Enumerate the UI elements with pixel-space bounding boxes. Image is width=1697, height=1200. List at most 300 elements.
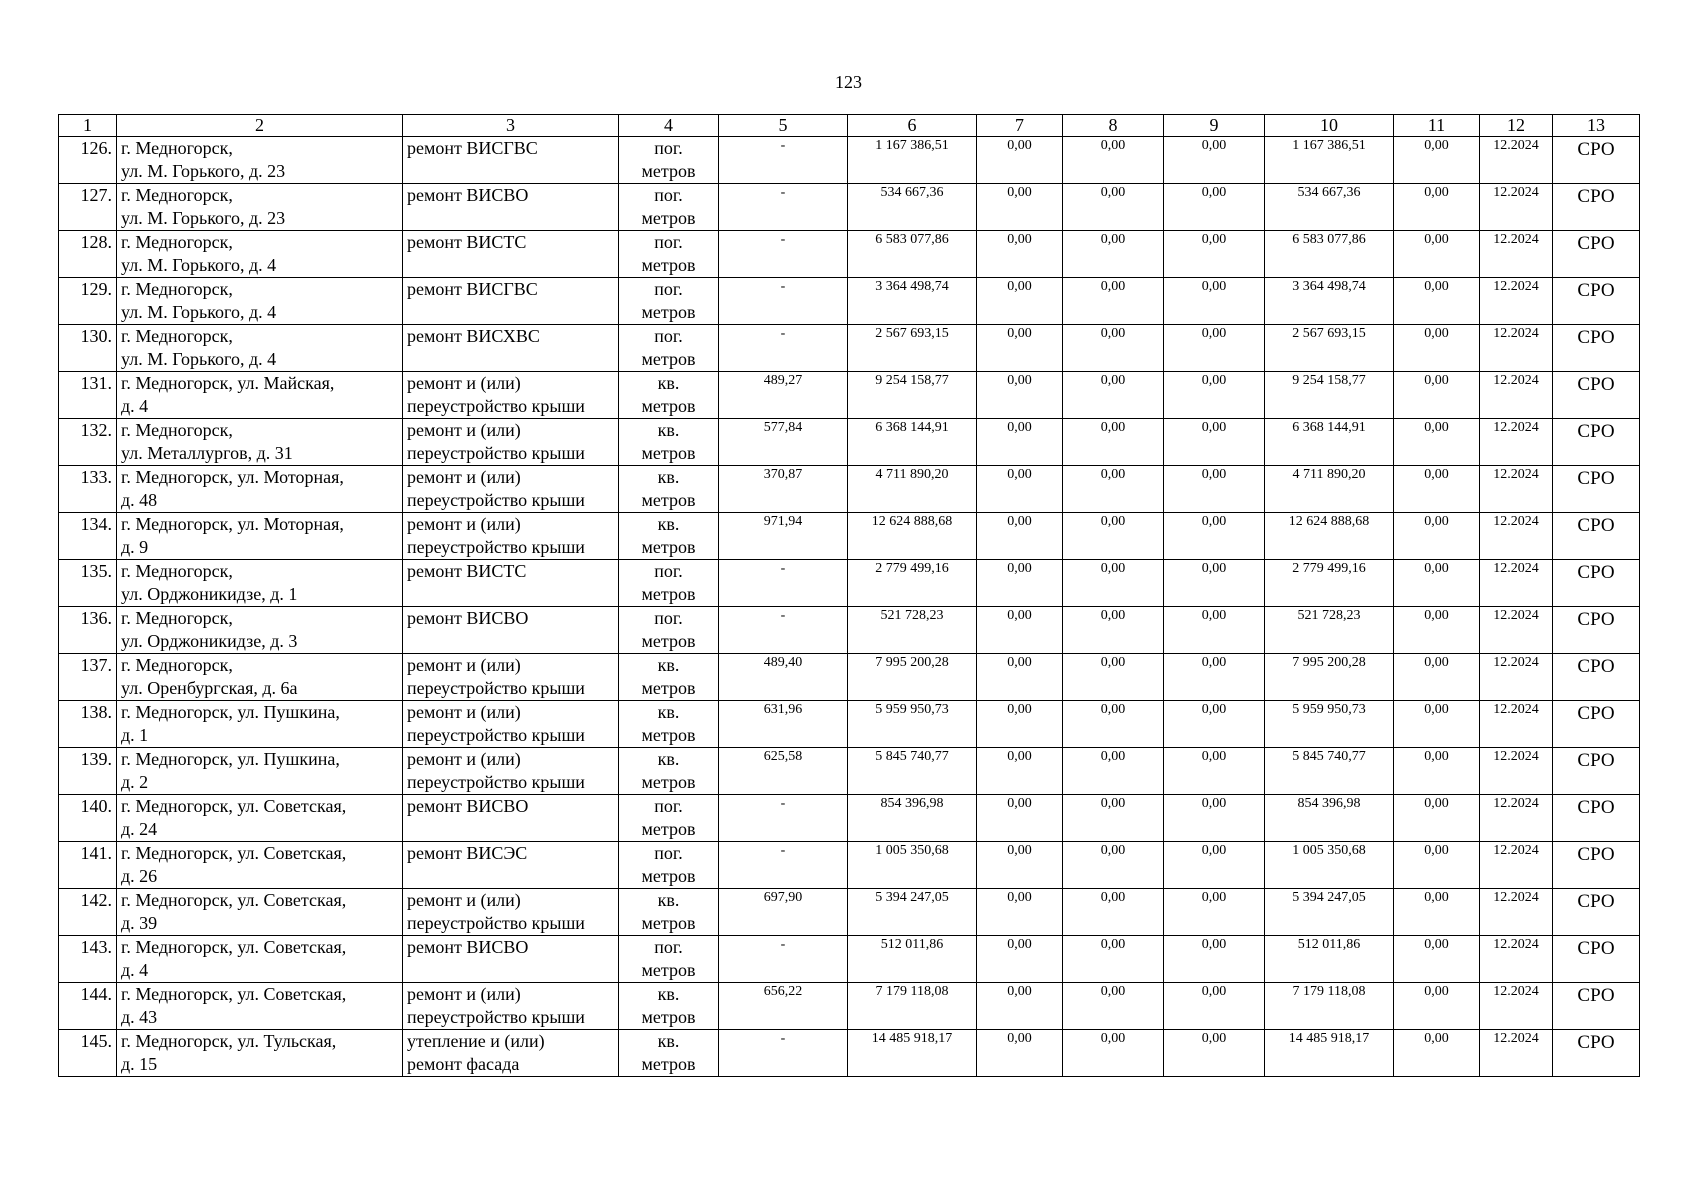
column-header: 5 bbox=[719, 115, 848, 137]
col7-cell: 0,00 bbox=[977, 419, 1063, 466]
work-type-line-2: переустройство крыши bbox=[407, 537, 585, 557]
unit-cell bbox=[619, 231, 719, 278]
address-cell bbox=[117, 983, 403, 1030]
address-cell bbox=[117, 419, 403, 466]
row-number: 127. bbox=[59, 184, 117, 231]
work-type-cell bbox=[403, 372, 619, 419]
address-cell bbox=[117, 748, 403, 795]
volume-cell: - bbox=[719, 278, 848, 325]
col7-cell: 0,00 bbox=[977, 842, 1063, 889]
unit-cell bbox=[619, 607, 719, 654]
address-line-2: ул. М. Горького, д. 23 bbox=[121, 161, 286, 181]
col7-cell: 0,00 bbox=[977, 372, 1063, 419]
address-cell bbox=[117, 795, 403, 842]
total-cost-cell: 2 779 499,16 bbox=[848, 560, 977, 607]
row-number: 142. bbox=[59, 889, 117, 936]
method-cell: СРО bbox=[1553, 372, 1640, 419]
row-number: 141. bbox=[59, 842, 117, 889]
col9-cell: 0,00 bbox=[1164, 560, 1265, 607]
unit-cell bbox=[619, 278, 719, 325]
address-line-2: д. 2 bbox=[121, 772, 149, 792]
address-line-2: ул. Орджоникидзе, д. 1 bbox=[121, 584, 298, 604]
table-row bbox=[59, 983, 1640, 1030]
unit-line-2: метров bbox=[641, 396, 696, 416]
total-cost-cell: 3 364 498,74 bbox=[848, 278, 977, 325]
total-cost-cell: 12 624 888,68 bbox=[848, 513, 977, 560]
row-number: 128. bbox=[59, 231, 117, 278]
work-type-line-1: ремонт и (или) bbox=[407, 373, 521, 393]
work-type-cell bbox=[403, 560, 619, 607]
work-type-line-2: переустройство крыши bbox=[407, 913, 585, 933]
volume-cell: 370,87 bbox=[719, 466, 848, 513]
col10-cell: 512 011,86 bbox=[1265, 936, 1394, 983]
row-number: 138. bbox=[59, 701, 117, 748]
unit-line-2: метров bbox=[641, 631, 696, 651]
col9-cell: 0,00 bbox=[1164, 137, 1265, 184]
row-number: 132. bbox=[59, 419, 117, 466]
column-header: 7 bbox=[977, 115, 1063, 137]
work-type-line-1: ремонт ВИСВО bbox=[407, 185, 529, 205]
col9-cell: 0,00 bbox=[1164, 748, 1265, 795]
period-cell: 12.2024 bbox=[1480, 466, 1553, 513]
col8-cell: 0,00 bbox=[1063, 372, 1164, 419]
col8-cell: 0,00 bbox=[1063, 1030, 1164, 1077]
address-cell bbox=[117, 607, 403, 654]
address-line-2: д. 26 bbox=[121, 866, 158, 886]
unit-cell bbox=[619, 513, 719, 560]
volume-cell: 631,96 bbox=[719, 701, 848, 748]
table-row bbox=[59, 936, 1640, 983]
address-line-2: д. 24 bbox=[121, 819, 158, 839]
col8-cell: 0,00 bbox=[1063, 607, 1164, 654]
col7-cell: 0,00 bbox=[977, 1030, 1063, 1077]
col8-cell: 0,00 bbox=[1063, 936, 1164, 983]
method-cell: СРО bbox=[1553, 795, 1640, 842]
col11-cell: 0,00 bbox=[1394, 419, 1480, 466]
period-cell: 12.2024 bbox=[1480, 137, 1553, 184]
work-type-line-2: переустройство крыши bbox=[407, 678, 585, 698]
unit-cell bbox=[619, 184, 719, 231]
unit-line-1: пог. bbox=[654, 561, 683, 581]
unit-cell bbox=[619, 325, 719, 372]
address-line-2: ул. М. Горького, д. 4 bbox=[121, 255, 277, 275]
column-header: 1 bbox=[59, 115, 117, 137]
volume-cell: - bbox=[719, 184, 848, 231]
method-cell: СРО bbox=[1553, 419, 1640, 466]
period-cell: 12.2024 bbox=[1480, 983, 1553, 1030]
unit-cell bbox=[619, 842, 719, 889]
work-type-line-1: ремонт и (или) bbox=[407, 702, 521, 722]
row-number: 136. bbox=[59, 607, 117, 654]
address-line-2: д. 39 bbox=[121, 913, 158, 933]
column-header: 6 bbox=[848, 115, 977, 137]
table-row bbox=[59, 889, 1640, 936]
col10-cell: 2 567 693,15 bbox=[1265, 325, 1394, 372]
address-line-1: г. Медногорск, bbox=[121, 420, 233, 440]
unit-line-2: метров bbox=[641, 725, 696, 745]
address-cell bbox=[117, 325, 403, 372]
total-cost-cell: 534 667,36 bbox=[848, 184, 977, 231]
unit-cell bbox=[619, 560, 719, 607]
work-type-cell bbox=[403, 419, 619, 466]
col10-cell: 521 728,23 bbox=[1265, 607, 1394, 654]
address-cell bbox=[117, 278, 403, 325]
col11-cell: 0,00 bbox=[1394, 701, 1480, 748]
col7-cell: 0,00 bbox=[977, 936, 1063, 983]
work-type-line-2: переустройство крыши bbox=[407, 772, 585, 792]
address-line-2: ул. М. Горького, д. 23 bbox=[121, 208, 286, 228]
col10-cell: 6 583 077,86 bbox=[1265, 231, 1394, 278]
total-cost-cell: 7 179 118,08 bbox=[848, 983, 977, 1030]
unit-line-2: метров bbox=[641, 960, 696, 980]
volume-cell: - bbox=[719, 325, 848, 372]
table-row bbox=[59, 513, 1640, 560]
work-type-line-1: ремонт ВИСВО bbox=[407, 937, 529, 957]
col11-cell: 0,00 bbox=[1394, 184, 1480, 231]
col9-cell: 0,00 bbox=[1164, 278, 1265, 325]
col11-cell: 0,00 bbox=[1394, 325, 1480, 372]
col10-cell: 5 845 740,77 bbox=[1265, 748, 1394, 795]
table-row bbox=[59, 278, 1640, 325]
col11-cell: 0,00 bbox=[1394, 466, 1480, 513]
work-type-line-2: переустройство крыши bbox=[407, 725, 585, 745]
method-cell: СРО bbox=[1553, 278, 1640, 325]
table-row bbox=[59, 701, 1640, 748]
method-cell: СРО bbox=[1553, 936, 1640, 983]
address-line-1: г. Медногорск, bbox=[121, 655, 233, 675]
method-cell: СРО bbox=[1553, 654, 1640, 701]
col7-cell: 0,00 bbox=[977, 795, 1063, 842]
address-cell bbox=[117, 137, 403, 184]
address-line-1: г. Медногорск, ул. Моторная, bbox=[121, 467, 344, 487]
col9-cell: 0,00 bbox=[1164, 1030, 1265, 1077]
unit-line-1: кв. bbox=[657, 467, 680, 487]
address-line-2: д. 4 bbox=[121, 396, 149, 416]
col11-cell: 0,00 bbox=[1394, 983, 1480, 1030]
work-type-cell bbox=[403, 889, 619, 936]
work-type-cell bbox=[403, 325, 619, 372]
table-row bbox=[59, 231, 1640, 278]
period-cell: 12.2024 bbox=[1480, 419, 1553, 466]
volume-cell: - bbox=[719, 936, 848, 983]
volume-cell: - bbox=[719, 231, 848, 278]
unit-line-2: метров bbox=[641, 866, 696, 886]
col7-cell: 0,00 bbox=[977, 184, 1063, 231]
column-number-row bbox=[59, 115, 1640, 137]
unit-line-2: метров bbox=[641, 772, 696, 792]
table-row bbox=[59, 795, 1640, 842]
col11-cell: 0,00 bbox=[1394, 372, 1480, 419]
address-line-2: д. 48 bbox=[121, 490, 158, 510]
unit-line-2: метров bbox=[641, 255, 696, 275]
col10-cell: 7 179 118,08 bbox=[1265, 983, 1394, 1030]
col10-cell: 3 364 498,74 bbox=[1265, 278, 1394, 325]
address-line-2: д. 43 bbox=[121, 1007, 158, 1027]
work-type-line-1: ремонт и (или) bbox=[407, 420, 521, 440]
table-row bbox=[59, 184, 1640, 231]
unit-line-1: пог. bbox=[654, 279, 683, 299]
total-cost-cell: 6 368 144,91 bbox=[848, 419, 977, 466]
period-cell: 12.2024 bbox=[1480, 1030, 1553, 1077]
period-cell: 12.2024 bbox=[1480, 889, 1553, 936]
row-number: 140. bbox=[59, 795, 117, 842]
unit-line-1: кв. bbox=[657, 890, 680, 910]
col9-cell: 0,00 bbox=[1164, 983, 1265, 1030]
period-cell: 12.2024 bbox=[1480, 607, 1553, 654]
total-cost-cell: 1 167 386,51 bbox=[848, 137, 977, 184]
unit-cell bbox=[619, 372, 719, 419]
unit-cell bbox=[619, 137, 719, 184]
work-type-line-2: переустройство крыши bbox=[407, 396, 585, 416]
work-type-line-1: ремонт и (или) bbox=[407, 514, 521, 534]
col8-cell: 0,00 bbox=[1063, 513, 1164, 560]
total-cost-cell: 4 711 890,20 bbox=[848, 466, 977, 513]
col8-cell: 0,00 bbox=[1063, 983, 1164, 1030]
unit-line-2: метров bbox=[641, 537, 696, 557]
col10-cell: 1 167 386,51 bbox=[1265, 137, 1394, 184]
unit-line-1: пог. bbox=[654, 185, 683, 205]
work-type-cell bbox=[403, 936, 619, 983]
col8-cell: 0,00 bbox=[1063, 654, 1164, 701]
table-row bbox=[59, 1030, 1640, 1077]
row-number: 131. bbox=[59, 372, 117, 419]
volume-cell: 489,27 bbox=[719, 372, 848, 419]
work-type-cell bbox=[403, 231, 619, 278]
col10-cell: 4 711 890,20 bbox=[1265, 466, 1394, 513]
period-cell: 12.2024 bbox=[1480, 701, 1553, 748]
col7-cell: 0,00 bbox=[977, 513, 1063, 560]
table-row bbox=[59, 748, 1640, 795]
unit-line-2: метров bbox=[641, 1007, 696, 1027]
work-type-cell bbox=[403, 278, 619, 325]
unit-line-2: метров bbox=[641, 584, 696, 604]
address-cell bbox=[117, 1030, 403, 1077]
col11-cell: 0,00 bbox=[1394, 748, 1480, 795]
col8-cell: 0,00 bbox=[1063, 701, 1164, 748]
col10-cell: 7 995 200,28 bbox=[1265, 654, 1394, 701]
column-header: 3 bbox=[403, 115, 619, 137]
col11-cell: 0,00 bbox=[1394, 231, 1480, 278]
col8-cell: 0,00 bbox=[1063, 278, 1164, 325]
period-cell: 12.2024 bbox=[1480, 184, 1553, 231]
table-row bbox=[59, 560, 1640, 607]
table-row bbox=[59, 325, 1640, 372]
table-row bbox=[59, 607, 1640, 654]
col8-cell: 0,00 bbox=[1063, 325, 1164, 372]
method-cell: СРО bbox=[1553, 325, 1640, 372]
address-line-2: д. 15 bbox=[121, 1054, 158, 1074]
method-cell: СРО bbox=[1553, 231, 1640, 278]
address-line-1: г. Медногорск, bbox=[121, 326, 233, 346]
work-type-cell bbox=[403, 842, 619, 889]
unit-cell bbox=[619, 1030, 719, 1077]
address-line-1: г. Медногорск, bbox=[121, 232, 233, 252]
col11-cell: 0,00 bbox=[1394, 654, 1480, 701]
row-number: 134. bbox=[59, 513, 117, 560]
total-cost-cell: 521 728,23 bbox=[848, 607, 977, 654]
period-cell: 12.2024 bbox=[1480, 748, 1553, 795]
col10-cell: 9 254 158,77 bbox=[1265, 372, 1394, 419]
unit-line-2: метров bbox=[641, 1054, 696, 1074]
col11-cell: 0,00 bbox=[1394, 795, 1480, 842]
column-header: 4 bbox=[619, 115, 719, 137]
unit-cell bbox=[619, 889, 719, 936]
work-type-line-2: переустройство крыши bbox=[407, 443, 585, 463]
work-type-line-2: переустройство крыши bbox=[407, 1007, 585, 1027]
column-header: 12 bbox=[1480, 115, 1553, 137]
col7-cell: 0,00 bbox=[977, 560, 1063, 607]
address-line-2: ул. Оренбургская, д. 6а bbox=[121, 678, 298, 698]
total-cost-cell: 1 005 350,68 bbox=[848, 842, 977, 889]
unit-line-1: кв. bbox=[657, 702, 680, 722]
address-cell bbox=[117, 560, 403, 607]
work-type-line-1: ремонт ВИСГВС bbox=[407, 279, 538, 299]
work-type-cell bbox=[403, 795, 619, 842]
col8-cell: 0,00 bbox=[1063, 889, 1164, 936]
unit-line-1: кв. bbox=[657, 655, 680, 675]
col9-cell: 0,00 bbox=[1164, 466, 1265, 513]
address-cell bbox=[117, 654, 403, 701]
work-type-line-1: ремонт и (или) bbox=[407, 890, 521, 910]
work-type-line-2: ремонт фасада bbox=[407, 1054, 520, 1074]
col11-cell: 0,00 bbox=[1394, 842, 1480, 889]
col9-cell: 0,00 bbox=[1164, 607, 1265, 654]
col8-cell: 0,00 bbox=[1063, 748, 1164, 795]
row-number: 139. bbox=[59, 748, 117, 795]
total-cost-cell: 5 845 740,77 bbox=[848, 748, 977, 795]
col8-cell: 0,00 bbox=[1063, 231, 1164, 278]
unit-cell bbox=[619, 795, 719, 842]
period-cell: 12.2024 bbox=[1480, 372, 1553, 419]
col10-cell: 14 485 918,17 bbox=[1265, 1030, 1394, 1077]
volume-cell: - bbox=[719, 795, 848, 842]
row-number: 145. bbox=[59, 1030, 117, 1077]
work-type-cell bbox=[403, 748, 619, 795]
work-type-line-1: утепление и (или) bbox=[407, 1031, 545, 1051]
col8-cell: 0,00 bbox=[1063, 560, 1164, 607]
unit-cell bbox=[619, 466, 719, 513]
col10-cell: 6 368 144,91 bbox=[1265, 419, 1394, 466]
address-line-2: ул. Металлургов, д. 31 bbox=[121, 443, 293, 463]
volume-cell: - bbox=[719, 137, 848, 184]
address-line-1: г. Медногорск, ул. Советская, bbox=[121, 843, 347, 863]
method-cell: СРО bbox=[1553, 466, 1640, 513]
work-type-line-1: ремонт ВИСТС bbox=[407, 232, 527, 252]
unit-line-1: пог. bbox=[654, 843, 683, 863]
table-row bbox=[59, 419, 1640, 466]
method-cell: СРО bbox=[1553, 184, 1640, 231]
work-type-cell bbox=[403, 513, 619, 560]
col7-cell: 0,00 bbox=[977, 654, 1063, 701]
address-cell bbox=[117, 842, 403, 889]
work-type-line-1: ремонт и (или) bbox=[407, 467, 521, 487]
period-cell: 12.2024 bbox=[1480, 936, 1553, 983]
period-cell: 12.2024 bbox=[1480, 325, 1553, 372]
work-type-line-2: переустройство крыши bbox=[407, 490, 585, 510]
row-number: 144. bbox=[59, 983, 117, 1030]
work-type-cell bbox=[403, 466, 619, 513]
unit-line-1: пог. bbox=[654, 796, 683, 816]
work-type-line-1: ремонт ВИСТС bbox=[407, 561, 527, 581]
page-number: 123 bbox=[835, 72, 862, 92]
row-number: 137. bbox=[59, 654, 117, 701]
unit-line-1: кв. bbox=[657, 984, 680, 1004]
column-header: 11 bbox=[1394, 115, 1480, 137]
column-header: 9 bbox=[1164, 115, 1265, 137]
method-cell: СРО bbox=[1553, 983, 1640, 1030]
table-row bbox=[59, 466, 1640, 513]
address-line-1: г. Медногорск, ул. Пушкина, bbox=[121, 749, 340, 769]
col10-cell: 5 394 247,05 bbox=[1265, 889, 1394, 936]
address-line-1: г. Медногорск, ул. Советская, bbox=[121, 937, 347, 957]
row-number: 133. bbox=[59, 466, 117, 513]
work-type-line-1: ремонт ВИСГВС bbox=[407, 138, 538, 158]
total-cost-cell: 2 567 693,15 bbox=[848, 325, 977, 372]
unit-line-1: кв. bbox=[657, 749, 680, 769]
column-header: 8 bbox=[1063, 115, 1164, 137]
col7-cell: 0,00 bbox=[977, 748, 1063, 795]
col9-cell: 0,00 bbox=[1164, 795, 1265, 842]
col9-cell: 0,00 bbox=[1164, 701, 1265, 748]
volume-cell: 489,40 bbox=[719, 654, 848, 701]
col9-cell: 0,00 bbox=[1164, 889, 1265, 936]
unit-line-2: метров bbox=[641, 443, 696, 463]
address-line-1: г. Медногорск, bbox=[121, 185, 233, 205]
volume-cell: - bbox=[719, 842, 848, 889]
unit-line-2: метров bbox=[641, 302, 696, 322]
col9-cell: 0,00 bbox=[1164, 419, 1265, 466]
unit-line-2: метров bbox=[641, 208, 696, 228]
address-line-1: г. Медногорск, ул. Моторная, bbox=[121, 514, 344, 534]
address-line-1: г. Медногорск, bbox=[121, 138, 233, 158]
col11-cell: 0,00 bbox=[1394, 513, 1480, 560]
unit-cell bbox=[619, 936, 719, 983]
col8-cell: 0,00 bbox=[1063, 795, 1164, 842]
address-line-1: г. Медногорск, ул. Советская, bbox=[121, 984, 347, 1004]
work-type-line-1: ремонт ВИСВО bbox=[407, 796, 529, 816]
method-cell: СРО bbox=[1553, 137, 1640, 184]
volume-cell: - bbox=[719, 1030, 848, 1077]
work-type-line-1: ремонт ВИСХВС bbox=[407, 326, 540, 346]
period-cell: 12.2024 bbox=[1480, 654, 1553, 701]
col11-cell: 0,00 bbox=[1394, 137, 1480, 184]
unit-line-2: метров bbox=[641, 913, 696, 933]
work-type-cell bbox=[403, 137, 619, 184]
address-cell bbox=[117, 889, 403, 936]
col11-cell: 0,00 bbox=[1394, 889, 1480, 936]
unit-cell bbox=[619, 983, 719, 1030]
total-cost-cell: 854 396,98 bbox=[848, 795, 977, 842]
unit-cell bbox=[619, 419, 719, 466]
unit-line-1: пог. bbox=[654, 232, 683, 252]
total-cost-cell: 6 583 077,86 bbox=[848, 231, 977, 278]
address-cell bbox=[117, 701, 403, 748]
repair-program-table bbox=[58, 114, 1640, 1077]
address-line-2: д. 1 bbox=[121, 725, 149, 745]
period-cell: 12.2024 bbox=[1480, 795, 1553, 842]
work-type-line-1: ремонт ВИСВО bbox=[407, 608, 529, 628]
col8-cell: 0,00 bbox=[1063, 419, 1164, 466]
work-type-cell bbox=[403, 184, 619, 231]
col10-cell: 2 779 499,16 bbox=[1265, 560, 1394, 607]
unit-line-1: кв. bbox=[657, 514, 680, 534]
volume-cell: 697,90 bbox=[719, 889, 848, 936]
total-cost-cell: 512 011,86 bbox=[848, 936, 977, 983]
method-cell: СРО bbox=[1553, 748, 1640, 795]
col10-cell: 534 667,36 bbox=[1265, 184, 1394, 231]
col11-cell: 0,00 bbox=[1394, 560, 1480, 607]
table-row bbox=[59, 372, 1640, 419]
